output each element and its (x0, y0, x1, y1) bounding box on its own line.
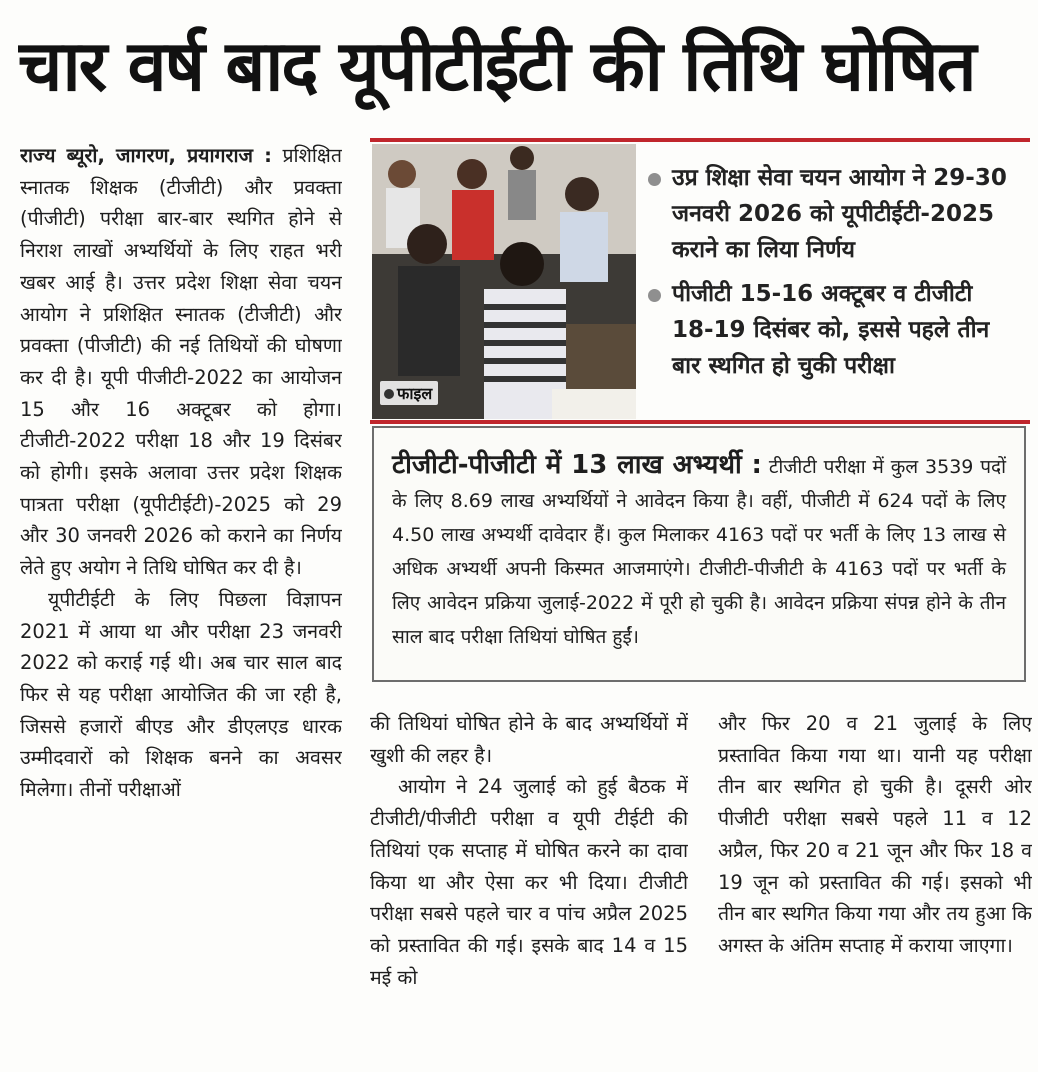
red-divider-top (370, 138, 1030, 142)
highlight-item (646, 160, 1018, 268)
dateline: राज्य ब्यूरो, जागरण, प्रयागराज : (20, 144, 272, 167)
red-divider-mid (370, 420, 1030, 424)
article-column-1 (20, 140, 342, 1065)
highlight-text: पीजीटी 15-16 अक्टूबर व टीजीटी 18-19 दिसंबर को, इससे पहले तीन बार स्थगित हो चुकी परीक्षा (672, 281, 990, 379)
highlights-panel (646, 160, 1018, 392)
photo-caption-text: फाइल (397, 384, 433, 403)
headline: चार वर्ष बाद यूपीटीईटी की तिथि घोषित (18, 25, 975, 107)
exam-hall-photo (372, 144, 636, 419)
article-paragraph: आयोग ने 24 जुलाई को हुई बैठक में टीजीटी/पीजीटी परीक्षा व यूपी टीईटी की तिथियां एक सप्ताह में घोषित करने का दावा किया था और ऐसा कर भी दिया। टीजीटी परीक्षा सबसे पहले चार व पांच अप्रैल 2025 को प्रस्तावित की गई। इसके बाद 14 व 15 मई को (370, 775, 688, 989)
article-paragraph: और फिर 20 व 21 जुलाई के लिए प्रस्तावित किया गया था। यानी यह परीक्षा तीन बार स्थगित हो चुकी है। दूसरी ओर पीजीटी परीक्षा सबसे पहले 11 व 12 अप्रैल, फिर 20 व 21 जून और फिर 18 व 19 जून को प्रस्तावित की गई। इसको भी तीन बार स्थगित किया गया और तय हुआ कि अगस्त के अंतिम सप्ताह में कराया जाएगा। (718, 712, 1032, 957)
highlight-text: उप्र शिक्षा सेवा चयन आयोग ने 29-30 जनवरी 2026 को यूपीटीईटी-2025 कराने का लिया निर्णय (672, 165, 1007, 263)
article-column-3 (718, 708, 1032, 1068)
paragraph-text: प्रशिक्षित स्नातक शिक्षक (टीजीटी) और प्रवक्ता (पीजीटी) परीक्षा बार-बार स्थगित होने से निराश लाखों अभ्यर्थियों के लिए राहत भरी खबर आई है। उत्तर प्रदेश शिक्षा सेवा चयन आयोग ने प्रशिक्षित स्नातक (टीजीटी) और प्रवक्ता (पीजीटी) की नई तिथियों की घोषणा कर दी है। यूपी पीजीटी-2022 का आयोजन 15 और 16 अक्टूबर को होगा। टीजीटी-2022 परीक्षा 18 और 19 दिसंबर को होगी। इसके अलावा उत्तर प्रदेश शिक्षक पात्रता परीक्षा (यूपीटीईटी)-2025 को 29 और 30 जनवरी 2026 को कराने का निर्णय लेते हुए अयोग ने तिथि घोषित कर दी है। (20, 144, 342, 580)
students-illustration (372, 144, 636, 419)
info-box (372, 426, 1026, 682)
info-box-lead: टीजीटी-पीजीटी में 13 लाख अभ्यर्थी : (392, 450, 762, 480)
article-column-2 (370, 708, 688, 1068)
bullet-icon (648, 173, 661, 186)
article-paragraph: की तिथियां घोषित होने के बाद अभ्यर्थियों में खुशी की लहर है। (370, 712, 688, 767)
article-paragraph (20, 140, 342, 584)
info-box-body: टीजीटी परीक्षा में कुल 3539 पदों के लिए 8.69 लाख अभ्यर्थियों ने आवेदन किया है। वहीं, पीजीटी में 624 पदों के लिए 4.50 लाख अभ्यर्थी दावेदार हैं। कुल मिलाकर 4163 पदों पर भर्ती के लिए 13 लाख से अधिक अभ्यर्थी अपनी किस्मत आजमाएंगे। टीजीटी-पीजीटी के 4163 पदों पर भर्ती के लिए आवेदन प्रक्रिया जुलाई-2022 में पूरी हो चुकी है। आवेदन प्रक्रिया संपन्न होने के तीन साल बाद परीक्षा तिथियां घोषित हुईं। (392, 456, 1007, 648)
article-paragraph: यूपीटीईटी के लिए पिछला विज्ञापन 2021 में आया था और परीक्षा 23 जनवरी 2022 को कराई गई थी। अब चार साल बाद फिर से यह परीक्षा आयोजित की जा रही है, जिससे हजारों बीएड और डीएलएड धारक उम्मीदवारों को शिक्षक बनने का अवसर मिलेगा। तीनों परीक्षाओं (20, 587, 342, 802)
camera-dot-icon (384, 389, 394, 399)
bullet-icon (648, 289, 661, 302)
highlight-item (646, 276, 1018, 384)
photo-caption (380, 381, 438, 405)
